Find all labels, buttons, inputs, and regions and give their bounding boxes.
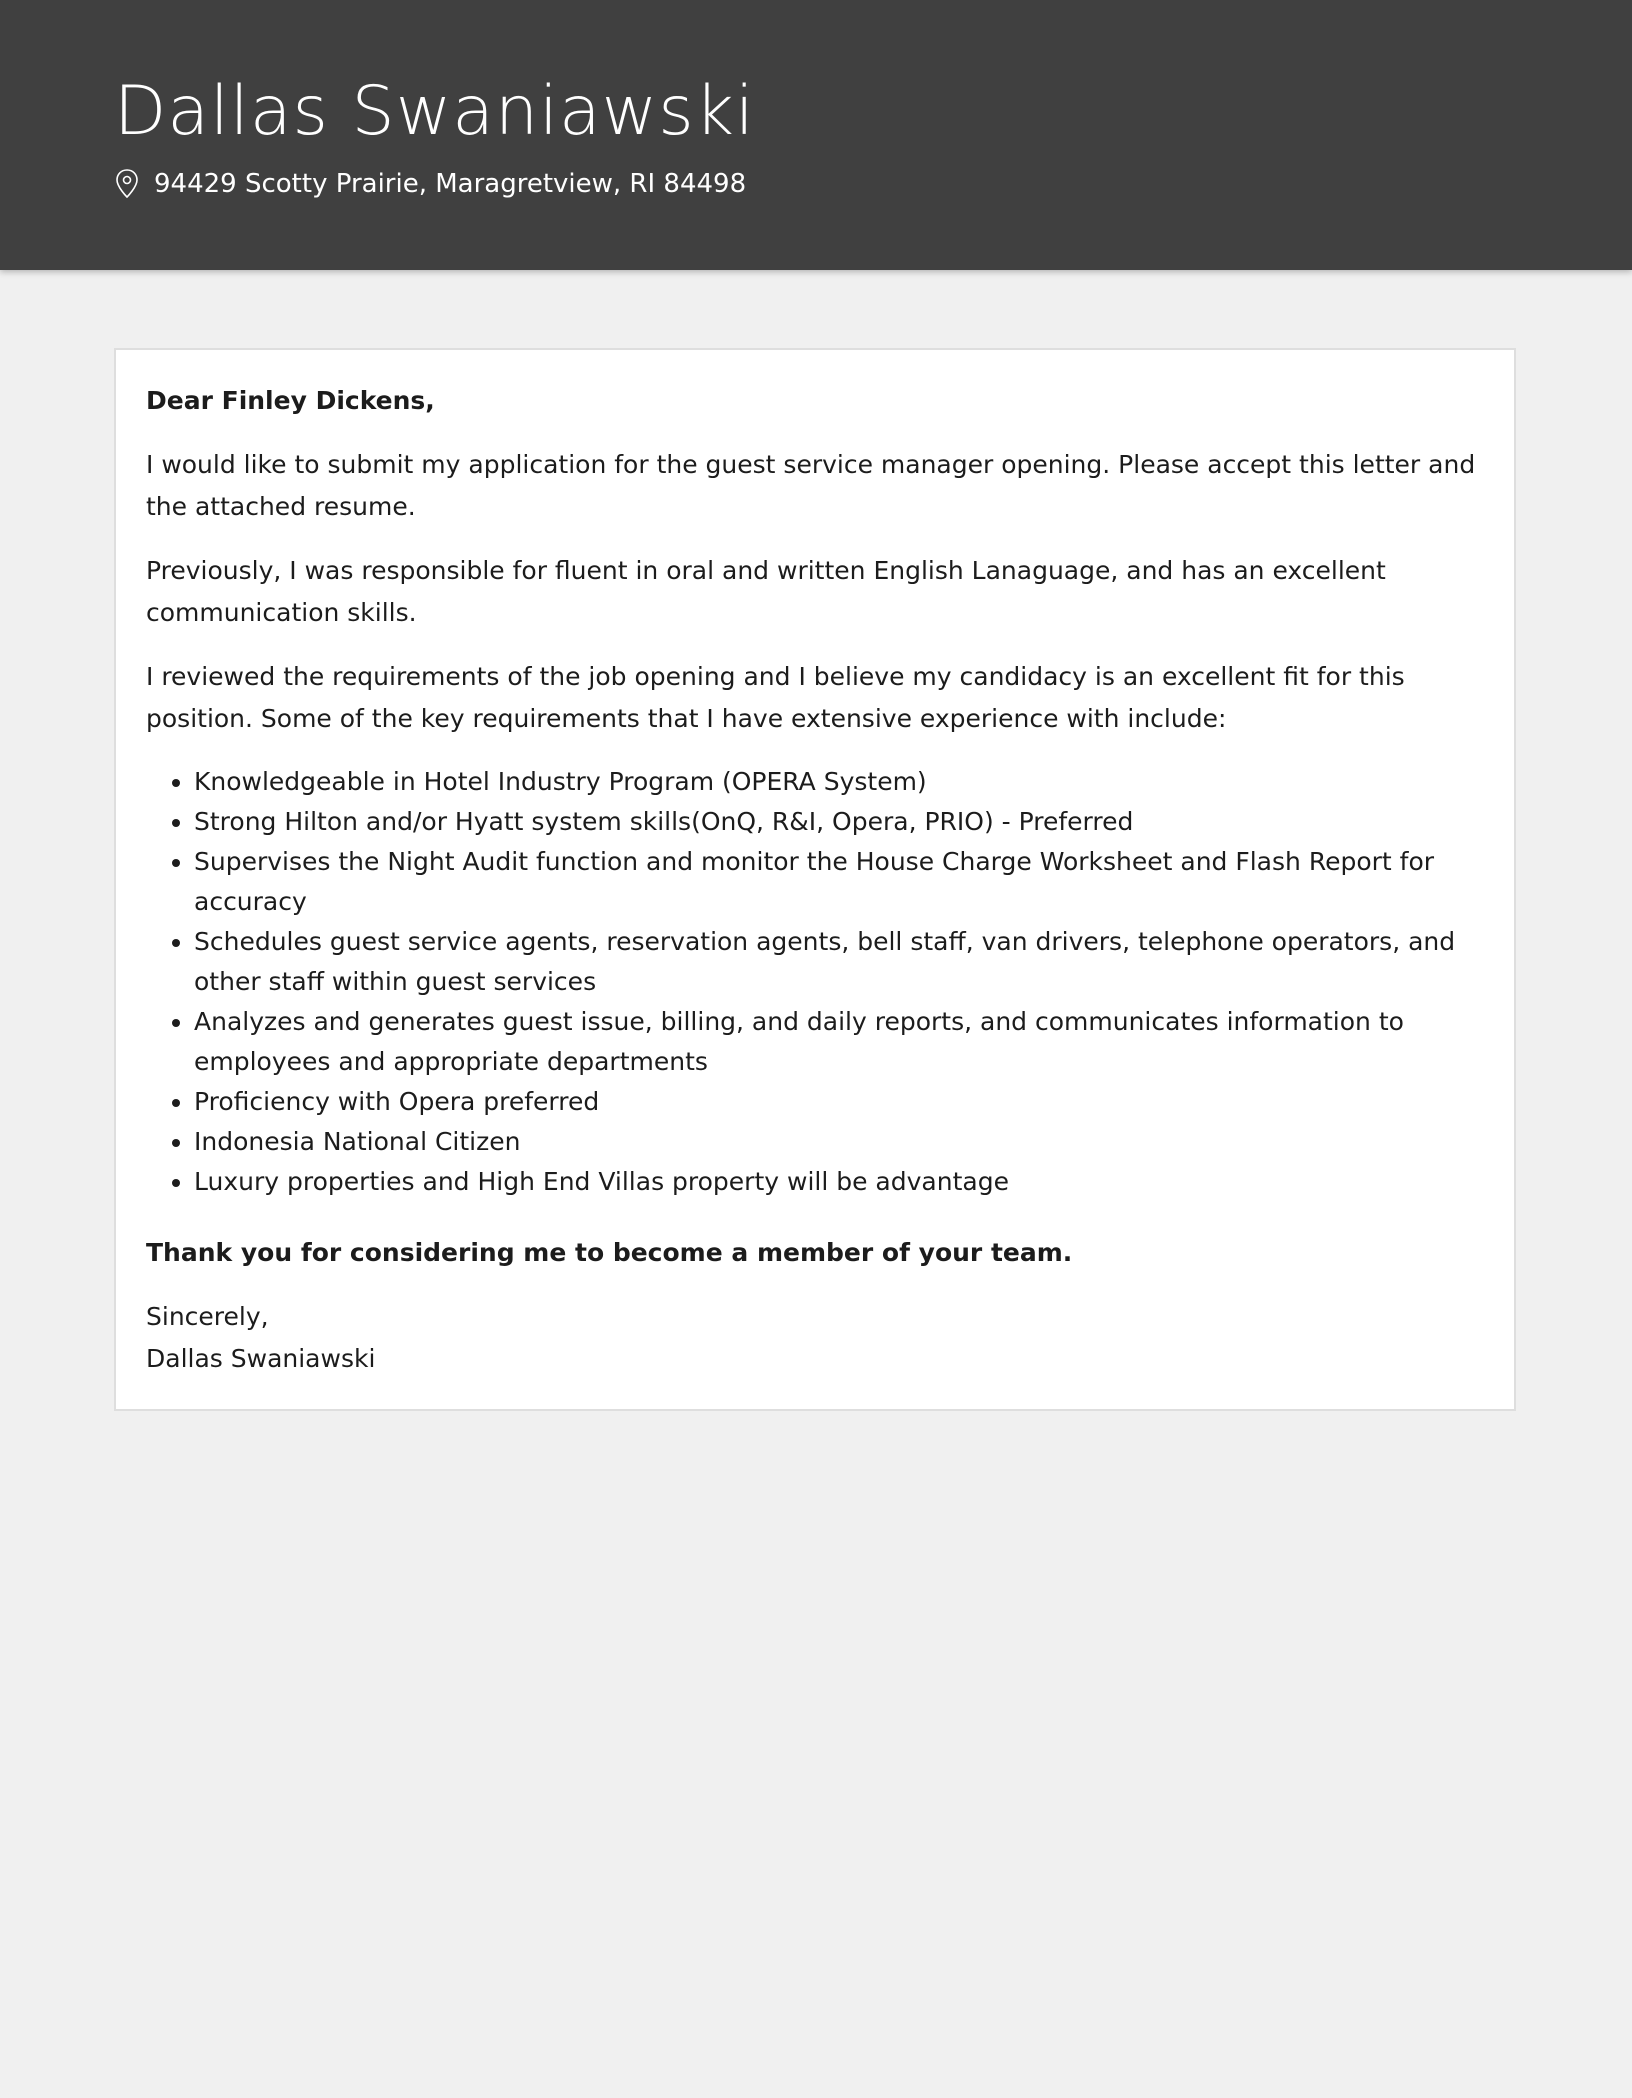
letter-greeting: Dear Finley Dickens, — [146, 386, 435, 415]
requirement-item: • Schedules guest service agents, reservation agents, bell staff, van drivers, telephone operators, and other staff within guest services — [194, 922, 1486, 1002]
requirement-item: • Luxury properties and High End Villas property will be advantage — [194, 1162, 1486, 1202]
letter-paragraph: I reviewed the requirements of the job opening and I believe my candidacy is an excellent fit for this position. Some of the key requirements that I have extensive experience with include: — [146, 662, 1405, 733]
letter-paragraph: Previously, I was responsible for fluent in oral and written English Lanaguage, and has an excellent communication skills. — [146, 556, 1386, 627]
requirement-item: • Indonesia National Citizen — [194, 1122, 1486, 1162]
applicant-name: Dallas Swaniawski — [114, 72, 755, 151]
applicant-address — [114, 166, 746, 202]
letter-signature: Dallas Swaniawski — [146, 1344, 376, 1373]
requirement-item: • Knowledgeable in Hotel Industry Program (OPERA System) — [194, 762, 1486, 802]
requirement-item: • Proficiency with Opera preferred — [194, 1082, 1486, 1122]
requirement-item: • Supervises the Night Audit function and monitor the House Charge Worksheet and Flash Report for accuracy — [194, 842, 1486, 922]
letter-paragraph: I would like to submit my application for the guest service manager opening. Please accept this letter and the attached resume. — [146, 450, 1476, 521]
letter-sign-off: Sincerely, — [146, 1302, 269, 1331]
page-header — [0, 0, 1632, 270]
location-pin-icon — [114, 168, 140, 200]
requirement-item: • Analyzes and generates guest issue, billing, and daily reports, and communicates information to employees and appropriate departments — [194, 1002, 1486, 1082]
requirements-list — [146, 762, 1486, 1202]
requirement-item: • Strong Hilton and/or Hyatt system skills(OnQ, R&I, Opera, PRIO) - Preferred — [194, 802, 1486, 842]
address-text: 94429 Scotty Prairie, Maragretview, RI 84498 — [154, 169, 747, 199]
letter-thanks: Thank you for considering me to become a member of your team. — [146, 1238, 1073, 1267]
cover-letter-card — [114, 348, 1516, 1411]
